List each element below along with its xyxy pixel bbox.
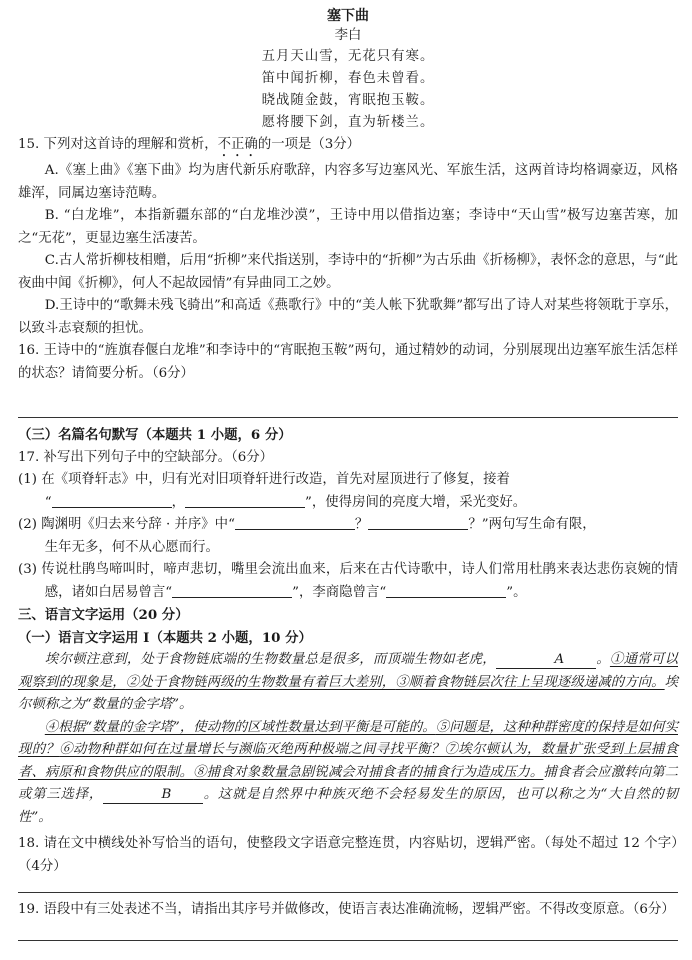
poem-line: 笛中闻折柳，春色未曾看。 [261,71,435,86]
answer-line-19[interactable] [18,940,678,941]
fill-blank[interactable] [52,493,172,508]
question-18: 18. 请在文中横线处补写恰当的语句，使整段文字语意完整连贯，内容贴切，逻辑严密。（每处不超过 12 个字）（4分） [18,836,678,874]
answer-space-16[interactable] [18,385,678,409]
sentence-8: ⑧捕食对象数量急剧锐减会对捕食者的捕食行为造成压力。 [193,764,544,780]
sentence-2: ②处于食物链两级的生物数量有着巨大差别， [125,674,396,690]
sentence-5: ⑤问题是，这种种群密度的保持是如何实现的？ [18,719,678,757]
option-c: C.古人常折柳枝相赠，后用“折柳”来代指送别，李诗中的“折柳”为古乐曲《折杨柳》，表怀念的意思，与“此夜曲中闻《折柳》，何人不起故园情”有异曲同工之妙。 [18,253,678,291]
passage-continued: ④根据“数量的金字塔”，使动物的区域性数量达到平衡是可能的。⑤问题是，这种种群密度的保持是如何实现的？⑥动物种群如何在过量增长与濒临灭绝两种极端之间寻找平衡？⑦埃尔顿认为，数量扩张受到上层捕食者、病原和食物供应的限制。⑧捕食对象数量急剧锐减会对捕食者的捕食行为造成压力。捕食者会应激转向第二或第三选择， B 。这就是自然界中种族灭绝不会轻易发生的原因，也可以称之为“大自然的韧性”。 [18,719,679,825]
option-d: D.王诗中的“歌舞未残飞骑出”和高适《燕歌行》中的“美人帐下犹歌舞”都写出了诗人对某些将领耽于享乐，以致斗志衰颓的担忧。 [18,298,678,336]
answer-line-18[interactable] [18,892,678,893]
fill-blank[interactable] [368,515,468,530]
blank-a[interactable]: A [496,652,596,669]
question-15-stem: 15. 下列对这首诗的理解和赏析，不正确的一项是（3分） [18,137,361,152]
section-3-title: （三）名篇名句默写（本题共 1 小题，6 分） [18,427,292,443]
sentence-7: ⑦埃尔顿认为，数量扩张受到上层捕食者、病原和食物供应的限制。 [18,742,679,780]
option-b: B. “白龙堆”，本指新疆东部的“白龙堆沙漠”，王诗中用以借指边塞；李诗中“天山雪”极写边塞苦寒，加之“无花”，更显边塞生活凄苦。 [18,208,678,246]
sentence-3: ③顺着食物链层次往上呈现逐级递减的方向。 [395,674,665,690]
fill-blank[interactable] [185,493,305,508]
poem-line: 晓战随金鼓，宵眠抱玉鞍。 [261,93,435,108]
emphasis-not-correct: 不正确 [217,137,258,152]
passage: 埃尔顿注意到，处于食物链底端的生物数量总是很多，而顶端生物如老虎， A 。①通常可以观察到的现象是，②处于食物链两级的生物数量有着巨大差别，③顺着食物链层次往上呈现逐级递减的方向。埃尔顿称之为“数量的金字塔”。 [18,652,679,712]
question-17-item-3: (3) 传说杜鹃鸟啼叫时，啼声悲切，嘴里会流出血来，后来在古代诗歌中，诗人们常用杜鹃来表达悲伤哀婉的情感，诸如白居易曾言“ ”，李商隐曾言“ ”。 [18,562,678,600]
question-17-item-1: (1) 在《项脊轩志》中，归有光对旧项脊轩进行改造，首先对屋顶进行了修复，接着 “ ， ”，使得房间的亮度大增，采光变好。 [18,472,527,510]
option-a: A.《塞上曲》《塞下曲》均为唐代新乐府歌辞，内容多写边塞风光、军旅生活，这两首诗均格调豪迈，风格雄浑，同属边塞诗范畴。 [18,163,678,201]
blank-b[interactable]: B [103,787,203,804]
poem-author: 李白 [334,28,362,43]
poem-title: 塞下曲 [327,8,369,24]
fill-blank[interactable] [172,583,292,598]
question-17-item-2: (2) 陶渊明《归去来兮辞 · 并序》中“ ？ ？”两句写生命有限， 生年无多，何不从心愿而行。 [18,517,596,555]
question-19: 19. 语段中有三处表述不当，请指出其序号并做修改，使语言表达准确流畅，逻辑严密。不得改变原意。（6分） [18,902,675,917]
poem-line: 五月天山雪，无花只有寒。 [261,49,435,64]
part-3-title: 三、语言文字运用（20 分） [18,607,189,623]
sentence-6: ⑥动物种群如何在过量增长与濒临灭绝两种极端之间寻找平衡？ [59,742,445,757]
sentence-4: ④根据“数量的金字塔”，使动物的区域性数量达到平衡是可能的。 [44,719,436,735]
poem-line: 愿将腰下剑，直为斩楼兰。 [261,115,435,130]
divider [18,417,678,418]
fill-blank[interactable] [235,515,355,530]
question-17: 17. 补写出下列句子中的空缺部分。（6分） [18,449,274,465]
subsection-1-title: （一）语言文字运用 Ⅰ（本题共 2 小题，10 分） [18,629,312,646]
sentence-1: ①通常可以观察到的现象是， [18,652,678,690]
question-16: 16. 王诗中的“旌旗春偃白龙堆”和李诗中的“宵眠抱玉鞍”两句，通过精妙的动词，分别展现出边塞军旅生活怎样的状态？请简要分析。（6分） [18,343,678,381]
fill-blank[interactable] [386,583,506,598]
